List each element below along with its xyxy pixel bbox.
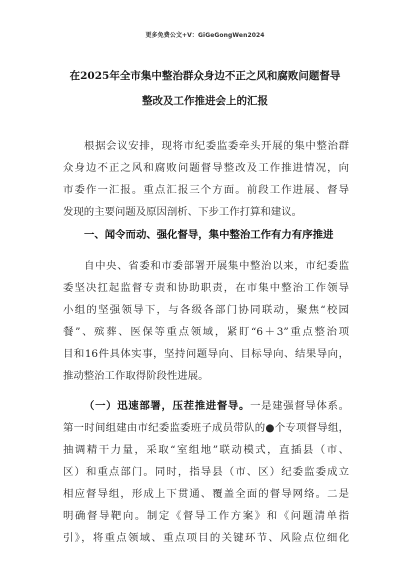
section-heading: 一、闻令而动、强化督导，集中整治工作有力有序推进 bbox=[84, 229, 334, 241]
section-paragraph-line: 自中央、省委和市委部署开展集中整治以来，市纪委监 bbox=[84, 260, 349, 272]
subsection-line: 相应督导组，形成上下贯通、覆盖全面的督导网络。二是 bbox=[63, 488, 349, 500]
document-title-line-1: 在2025年全市集中整治群众身边不正之风和腐败问题督导 bbox=[69, 70, 341, 82]
subsection-line: 明确督导靶向。制定《督导工作方案》和《问题清单指 bbox=[63, 510, 349, 522]
intro-line: 发现的主要问题及原因剖析、下步工作打算和建议。 bbox=[63, 206, 302, 218]
section-paragraph-line: 目和16件具体实事，坚持问题导向、目标导向、结果导向， bbox=[63, 348, 349, 360]
section-paragraph-line: 餐”、殡葬、医保等重点领域，紧盯“6＋3”重点整治项 bbox=[63, 326, 349, 338]
subsection-line: 第一时间组建由市纪委监委班子成员带队的●个专项督导组， bbox=[63, 422, 349, 434]
subsection-label: （一）迅速部署，压茬推进督导。 bbox=[84, 400, 251, 412]
subsection-first-line bbox=[84, 398, 349, 414]
intro-line: 市委作一汇报。重点汇报三个方面。前段工作进展、督导 bbox=[63, 184, 349, 196]
document-title-line-2: 整改及工作推进会上的汇报 bbox=[142, 95, 268, 107]
subsection-line: 抽调精干力量，采取“室组地”联动模式，直插县（市、 bbox=[63, 444, 349, 456]
subsection-line: 引》，将重点领域、重点项目的关键环节、风险点位细化 bbox=[63, 532, 349, 544]
section-paragraph-line: 推动整治工作取得阶段性进展。 bbox=[63, 370, 209, 382]
subsection-line: 区）和重点部门。同时，指导县（市、区）纪委监委成立 bbox=[63, 466, 349, 478]
subsection-first-line-rest: 一是建强督导体系。 bbox=[250, 400, 349, 412]
header-watermark: 更多免费公文+V：GiGeGongWen2024 bbox=[145, 32, 265, 39]
intro-line: 根据会议安排，现将市纪委监委牵头开展的集中整治群 bbox=[84, 140, 349, 152]
intro-line: 众身边不正之风和腐败问题督导整改及工作推进情况，向 bbox=[63, 162, 349, 174]
section-paragraph-line: 委坚决扛起监督专责和协助职责，在市集中整治工作领导 bbox=[63, 282, 349, 294]
section-paragraph-line: 小组的坚强领导下，与各级各部门协同联动，聚焦“校园 bbox=[63, 304, 349, 316]
